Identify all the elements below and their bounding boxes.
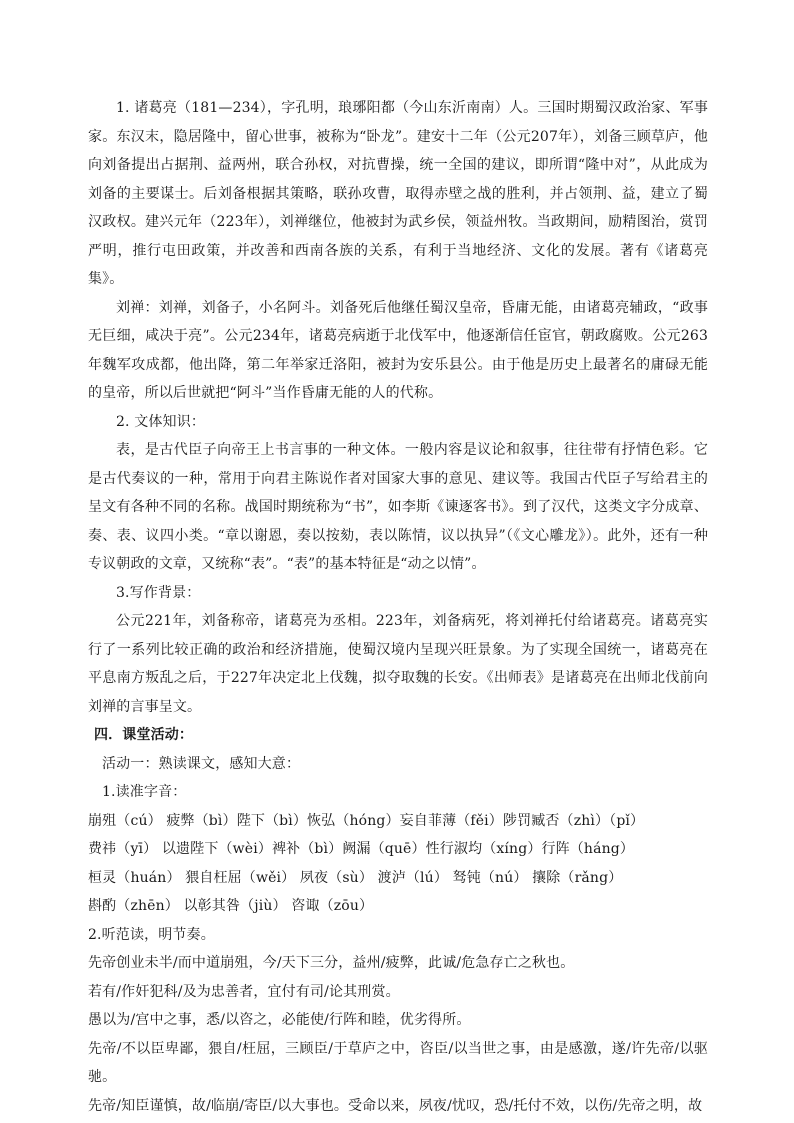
bio-liu-shan: 刘禅：刘禅，刘备子，小名阿斗。刘备死后他继任蜀汉皇帝，昏庸无能，由诸葛亮辅政，“政事无巨细，咸决于亮”。公元234年，诸葛亮病逝于北伐军中，他逐渐信任宦官，朝政腐败。公元263年魏军攻成都，他出降，第二年举家迁洛阳，被封为安乐县公。由于他是历史上最著名的庸碌无能的皇帝，所以后世就把“阿斗”当作昏庸无能的人的代称。 (88, 299, 708, 401)
bio-zhuge-liang: 1. 诸葛亮（181—234），字孔明，琅琊阳都（今山东沂南南）人。三国时期蜀汉政治家、军事家。东汉末，隐居隆中，留心世事，被称为“卧龙”。建安十二年（公元207年），刘备三顾草庐，他向刘备提出占据荆、益两州，联合孙权，对抗曹操，统一全国的建议，即所谓“隆中对”，从此成为刘备的主要谋士。后刘备根据其策略，联孙攻曹，取得赤壁之战的胜利，并占领荆、益，建立了蜀汉政权。建兴元年（223年），刘禅继位，他被封为武乡侯，领益州牧。当政期间，励精图治，赏罚严明，推行屯田政策，并改善和西南各族的关系，有利于当地经济、文化的发展。著有《诸葛亮集》。 (88, 100, 708, 287)
background-heading: 3.写作背景： (116, 584, 201, 601)
pronunciation-line: 崩殂（cú） 疲弊（bì）陛下（bì）恢弘（hóng）妄自菲薄（fěi）陟罚臧否（zhì）（pǐ） (88, 812, 645, 829)
pronunciation-line: 费祎（yī） 以遗陛下（wèi）裨补（bì）阙漏（quē）性行淑均（xíng）行阵（háng） (88, 841, 635, 857)
pronunciation-line: 桓灵（huán） 猥自枉屈（wěi） 夙夜（sù） 渡泸（lú） 驽钝（nú） 攘除（rǎng） (88, 869, 623, 886)
background-body: 公元221年，刘备称帝，诸葛亮为丞相。223年，刘备病死，将刘禅托付给诸葛亮。诸葛亮实行了一系列比较正确的政治和经济措施，使蜀汉境内呈现兴旺景象。为了实现全国统一，诸葛亮在平息南方叛乱之后，于227年决定北上伐魏，拟夺取魏的长安。《出师表》是诸葛亮在出师北伐前向刘禅的言事呈文。 (88, 613, 708, 715)
genre-body: 表，是古代臣子向帝王上书言事的一种文体。一般内容是议论和叙事，往往带有抒情色彩。它是古代奏议的一种，常用于向君主陈说作者对国家大事的意见、建议等。我国古代臣子写给君主的呈文有各种不同的名称。战国时期统称为“书”，如李斯《谏逐客书》。到了汉代，这类文字分成章、奏、表、议四小类。“章以谢恩，奏以按劾，表以陈情，议以执异”（《文心雕龙》）。此外，还有一种专议朝政的文章，又统称“表”。“表”的基本特征是“动之以情”。 (88, 442, 708, 572)
reading-line: 愚以为/宫中之事，悉/以咨之，必能使/行阵和睦，优劣得所。 (88, 1012, 471, 1028)
activity-one: 活动一：熟读课文，感知大意： (102, 755, 301, 772)
genre-heading: 2. 文体知识： (116, 413, 206, 430)
pronunciation-line: 斟酌（zhēn） 以彰其咎（jiù） 咨诹（zōu） (88, 898, 374, 914)
reading-line: 先帝/知臣谨慎，故/临崩/寄臣/以大事也。受命以来，夙夜/忧叹，恐/托付不效，以伤/先帝之明，故 (88, 1097, 703, 1114)
reading-line: 先帝创业未半/而中道崩殂，今/天下三分，益州/疲弊，此诚/危急存亡之秋也。 (88, 955, 575, 971)
reading-line: 先帝/不以臣卑鄙，猥自/枉屈，三顾臣/于草庐之中，咨臣/以当世之事，由是感激，遂/许先帝/以驱驰。 (88, 1040, 708, 1085)
reading-heading: 2.听范读，明节奏。 (88, 926, 215, 943)
section-four-heading: 四．课堂活动： (94, 727, 194, 743)
document-page (88, 94, 708, 1120)
pronunciation-heading: 1.读准字音： (102, 784, 187, 800)
reading-line: 若有/作奸犯科/及为忠善者，宜付有司/论其刑赏。 (88, 983, 400, 1000)
